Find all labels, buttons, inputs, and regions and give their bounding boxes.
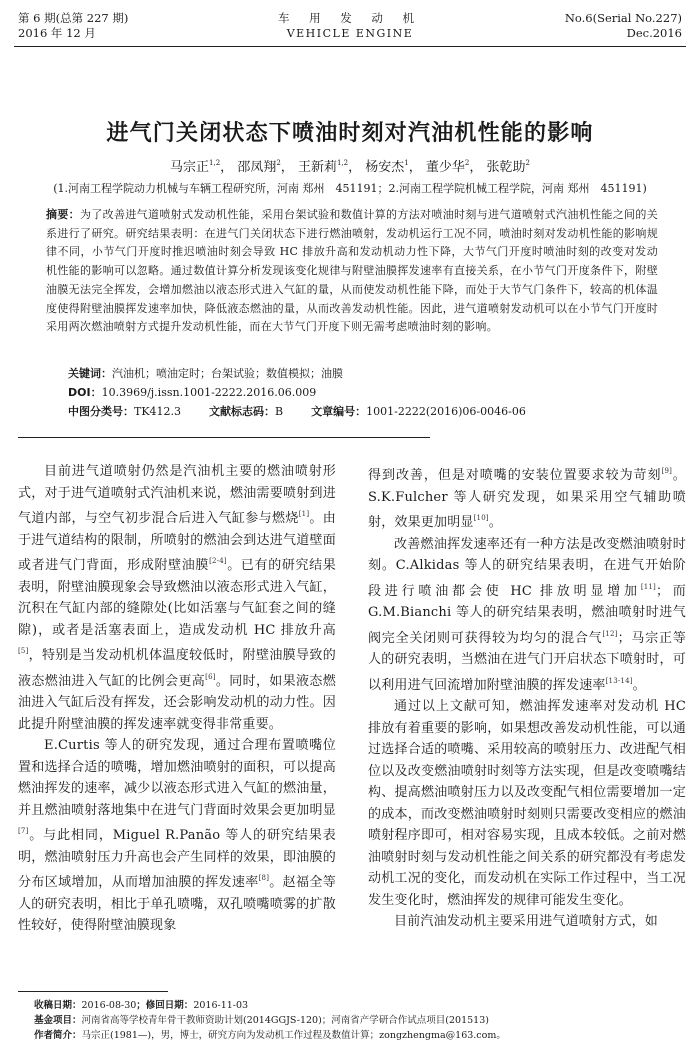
doc-code-label: 文献标志码： [209,405,276,418]
clc-label: 中图分类号： [68,405,134,418]
received-date: 2016-08-30 [81,1000,137,1011]
header-rule [14,46,686,47]
citation-ref[interactable]: [9] [661,467,673,475]
author-affil-mark: 2 [464,159,470,167]
citation-ref[interactable]: [8] [258,874,270,882]
citation-ref[interactable]: [13-14] [605,676,633,685]
citation-ref[interactable]: [6] [205,672,216,681]
journal-name-cn: 车 用 发 动 机 [277,11,423,25]
doi-link[interactable]: 10.3969/j.issn.1001-2222.2016.06.009 [101,386,317,399]
affiliations: (1.河南工程学院动力机械与车辆工程研究所，河南 郑州 451191；2.河南工程学院机械工程学院，河南 郑州 451191) [53,182,647,195]
article-number-label: 文章编号： [311,405,367,418]
citation-ref[interactable]: [1] [298,510,310,518]
author-list: 马宗正$^{1,2}$， 邵凤翔$^2$， 王新莉$^{1,2}$， 杨安杰$^1$， 董少华$^2$， 张乾助$^2$ [170,159,530,175]
body-paragraph: 通过以上文献可知，燃油挥发速率对发动机 HC 排放有着重要的影响，如果想改善发动机性能，可以通过选择合适的喷嘴、采用较高的喷射压力、改进配气相位以及改变燃油喷射时刻等方法实现，但是改变喷嘴结构、提高燃油喷射压力以及改变配气相位需要增加一定的成本，而改变燃油喷射时刻则只需要改变相应的燃油喷射程序即可，相对容易实现，且成本较低。之前对燃油喷射时刻与发动机性能之间关系的研究都没有考虑发动机工况的变化，而发动机在实际工作过程中，当工况发生变化时，燃油挥发的规律可能发生变化。 [368,699,686,908]
keywords-label: 关键词： [68,367,112,380]
revised-label: ；修回日期： [136,1000,194,1011]
footnote-divider [18,991,168,992]
fund-text: 河南省高等学校青年骨干教师资助计划(2014GGJS-120)；河南省产学研合作试点项目(201513) [81,1015,489,1026]
date-en: Dec.2016 [626,26,682,40]
abstract [46,206,658,337]
classification-line [68,404,526,420]
author-affil-mark: 1 [404,159,409,167]
citation-ref[interactable]: [12] [602,629,618,638]
bio-label: 作者简介： [34,1030,82,1041]
revised-date: 2016-11-03 [193,1000,249,1011]
author-name: 马宗正 [170,160,210,175]
doi [68,385,316,401]
author-affil-mark: 2 [525,159,530,167]
citation-ref[interactable]: [2-4] [209,557,227,565]
header-right [565,11,682,41]
doc-code: B [275,405,284,418]
author-name: 邵凤翔 [237,160,277,175]
author-name: 杨安杰 [365,160,405,175]
citation-ref[interactable]: [10] [473,514,489,522]
author-affil-mark: 1,2 [336,159,349,167]
doi-label: DOI： [68,386,102,399]
fund-label: 基金项目： [34,1015,82,1026]
paper-title: 进气门关闭状态下喷油时刻对汽油机性能的影响 [106,121,594,146]
keywords-text: 汽油机；喷油定时；台架试验；数值模拟；油膜 [112,367,343,380]
footnote-bio [34,1029,506,1042]
abstract-text: 为了改善进气道喷射式发动机性能，采用台架试验和数值计算的方法对喷油时刻与进气道喷射式汽油机性能之间的关系进行了研究。研究结果表明：在进气门关闭状态下进行燃油喷射，发动机运行工况不同，喷油时刻对发动机性能的影响规律不同，小节气门开度时推迟喷油时刻会导致 HC 排放升高和发动机动力性下降，大节气门开度时喷油时刻的改变对发动机性能的影响可以忽略。通过数值计算分析发现该变化规律与附壁油膜挥发速率有直接关系，在小节气门开度条件下，附壁油膜无法完全挥发，会增加燃油以液态形式进入气缸的量，从而使发动机性能下降，而处于大节气门条件下，较高的机体温度使得附壁油膜挥发速率加快，降低液态燃油的量，从而改善发动机性能。因此，进气道喷射发动机可以在小节气门开度时采用两次燃油喷射方式提升发动机性能，而在大节气门开度下则无需考虑喷油时刻的影响。 [46,208,659,334]
received-label: 收稿日期： [34,1000,82,1011]
keywords [68,366,343,382]
author-name: 王新莉 [297,160,337,175]
citation-ref[interactable]: [7] [18,827,29,835]
citation-ref[interactable]: [11] [640,582,656,591]
footnote-fund [34,1014,489,1027]
abstract-divider [18,437,430,438]
body-paragraph: 改善燃油挥发速率还有一种方法是改变燃油喷射时刻。C.Alkidas 等人的研究结果表明，在进气开始阶段进行喷油都会使 HC 排放明显增加[11]；而 G.M.Bianchi 等人的研究结果表明，燃油喷射时进气阀完全关闭则可获得较为均匀的混合气[12]；马宗正等人的研究表明，当燃油在进气门开启状态下喷射时，可以利用进气回流增加附壁油膜的挥发速率[13-14]。 [368,536,686,693]
date-cn: 2016 年 12 月 [18,26,96,40]
abstract-label: 摘要： [46,208,81,221]
header-left [18,11,128,41]
body-paragraph: 得到改善，但是对喷嘴的安装位置要求较为苛刻[9]。S.K.Fulcher 等人研究发现，如果采用空气辅助喷射，效果更加明显[10]。 [368,467,687,530]
author-name: 张乾助 [486,160,526,175]
author-affil-mark: 1,2 [209,159,221,167]
header-center [250,11,450,41]
body-paragraph: 目前进气道喷射仍然是汽油机主要的燃油喷射形式，对于进气道喷射式汽油机来说，燃油需要喷射到进气道内部，与空气初步混合后进入气缸参与燃烧[1]。由于进气道结构的限制，所喷射的燃油会到达进气道壁面或者进气门背面，形成附壁油膜[2-4]。已有的研究结果表明，附壁油膜现象会导致燃油以液态形式进入气缸，沉积在气缸内部的缝隙处(比如活塞与气缸套之间的缝隙)，或者是活塞表面上，造成发动机 HC 排放升高[5]，特别是当发动机机体温度较低时，附壁油膜导致的液态燃油进入气缸的比例会更高[6]。同时，如果液态燃油进入气缸后没有挥发，还会影响发动机的动力性。因此提升附壁油膜的挥发速率就变得非常重要。 [18,464,337,732]
article-number: 1001-2222(2016)06-0046-06 [366,405,526,418]
author-affil-mark: 2 [276,159,281,167]
body-paragraph: 目前汽油发动机主要采用进气道喷射方式，如 [394,914,659,929]
clc-code: TK412.3 [134,405,182,418]
body-paragraph: E.Curtis 等人的研究发现，通过合理布置喷嘴位置和选择合适的喷嘴，增加燃油喷射的面积，可以提高燃油挥发的速率，减少以液态形式进入气缸的燃油量，并且燃油喷射落地集中在进气门背面时效果会更加明显[7]。与此相同，Miguel R.Panão 等人的研究结果表明，燃油喷射压力升高也会产生同样的效果，即油膜的分布区域增加，从而增加油膜的挥发速率[8]。赵福全等人的研究表明，相比于单孔喷嘴，双孔喷嘴喷雾的扩散性较好，使得附壁油膜现象 [18,738,336,933]
issue-cn: 第 6 期(总第 227 期) [18,11,129,25]
footnote-dates [34,999,248,1012]
issue-en: No.6(Serial No.227) [564,11,682,25]
author-name: 董少华 [425,160,465,175]
bio-text: 马宗正(1981—)，男，博士，研究方向为发动机工作过程及数值计算；zongzhengma@163.com。 [81,1030,506,1041]
body-column-left [18,461,336,937]
journal-name-en: VEHICLE ENGINE [286,27,414,40]
citation-ref[interactable]: [5] [18,647,29,655]
body-column-right [368,461,686,933]
